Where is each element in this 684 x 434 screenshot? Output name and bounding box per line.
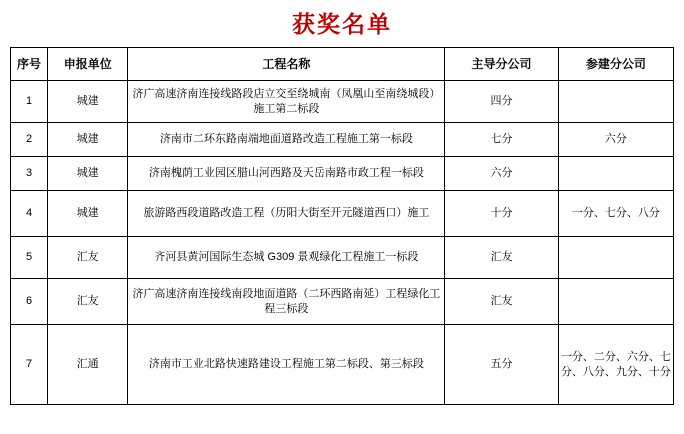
- cell-no: 6: [11, 279, 48, 325]
- table-row: [11, 123, 674, 157]
- table-body: [11, 81, 674, 405]
- cell-project: 济南市二环东路南端地面道路改造工程施工第一标段: [128, 123, 445, 157]
- cell-unit: 汇友: [48, 279, 128, 325]
- cell-project: 济广高速济南连接线路段店立交至绕城南（凤凰山至南绕城段）施工第二标段: [128, 81, 445, 123]
- column-header-partner: 参建分公司: [558, 48, 673, 81]
- column-header-project: 工程名称: [128, 48, 445, 81]
- cell-unit: 城建: [48, 123, 128, 157]
- cell-lead: 六分: [445, 157, 558, 191]
- cell-no: 3: [11, 157, 48, 191]
- cell-lead: 十分: [445, 191, 558, 237]
- table-header-row: [11, 48, 674, 81]
- cell-lead: 五分: [445, 325, 558, 405]
- table-header: [11, 48, 674, 81]
- table-row: [11, 191, 674, 237]
- cell-no: 7: [11, 325, 48, 405]
- award-list-table: [10, 47, 674, 405]
- cell-project: 济南槐荫工业园区腊山河西路及天岳南路市政工程一标段: [128, 157, 445, 191]
- cell-partner: [558, 279, 673, 325]
- cell-unit: 城建: [48, 81, 128, 123]
- table-row: [11, 81, 674, 123]
- cell-no: 2: [11, 123, 48, 157]
- cell-lead: 汇友: [445, 279, 558, 325]
- cell-no: 5: [11, 237, 48, 279]
- column-header-no: 序号: [11, 48, 48, 81]
- cell-partner: [558, 81, 673, 123]
- cell-lead: 汇友: [445, 237, 558, 279]
- cell-partner: [558, 157, 673, 191]
- column-header-lead: 主导分公司: [445, 48, 558, 81]
- cell-project: 济南市工业北路快速路建设工程施工第二标段、第三标段: [128, 325, 445, 405]
- cell-partner: 一分、二分、六分、七分、八分、九分、十分: [558, 325, 673, 405]
- cell-no: 4: [11, 191, 48, 237]
- cell-project: 济广高速济南连接线南段地面道路（二环西路南延）工程绿化工程三标段: [128, 279, 445, 325]
- cell-project: 旅游路西段道路改造工程（历阳大街至开元隧道西口）施工: [128, 191, 445, 237]
- table-row: [11, 325, 674, 405]
- cell-partner: 一分、七分、八分: [558, 191, 673, 237]
- cell-unit: 城建: [48, 157, 128, 191]
- cell-unit: 城建: [48, 191, 128, 237]
- cell-partner: 六分: [558, 123, 673, 157]
- cell-unit: 汇友: [48, 237, 128, 279]
- column-header-unit: 申报单位: [48, 48, 128, 81]
- cell-lead: 四分: [445, 81, 558, 123]
- cell-partner: [558, 237, 673, 279]
- page-title: 获奖名单: [292, 12, 392, 37]
- cell-unit: 汇通: [48, 325, 128, 405]
- table-row: [11, 157, 674, 191]
- table-row: [11, 237, 674, 279]
- document-page: [0, 6, 684, 434]
- cell-lead: 七分: [445, 123, 558, 157]
- cell-no: 1: [11, 81, 48, 123]
- table-row: [11, 279, 674, 325]
- cell-project: 齐河县黄河国际生态城 G309 景观绿化工程施工一标段: [128, 237, 445, 279]
